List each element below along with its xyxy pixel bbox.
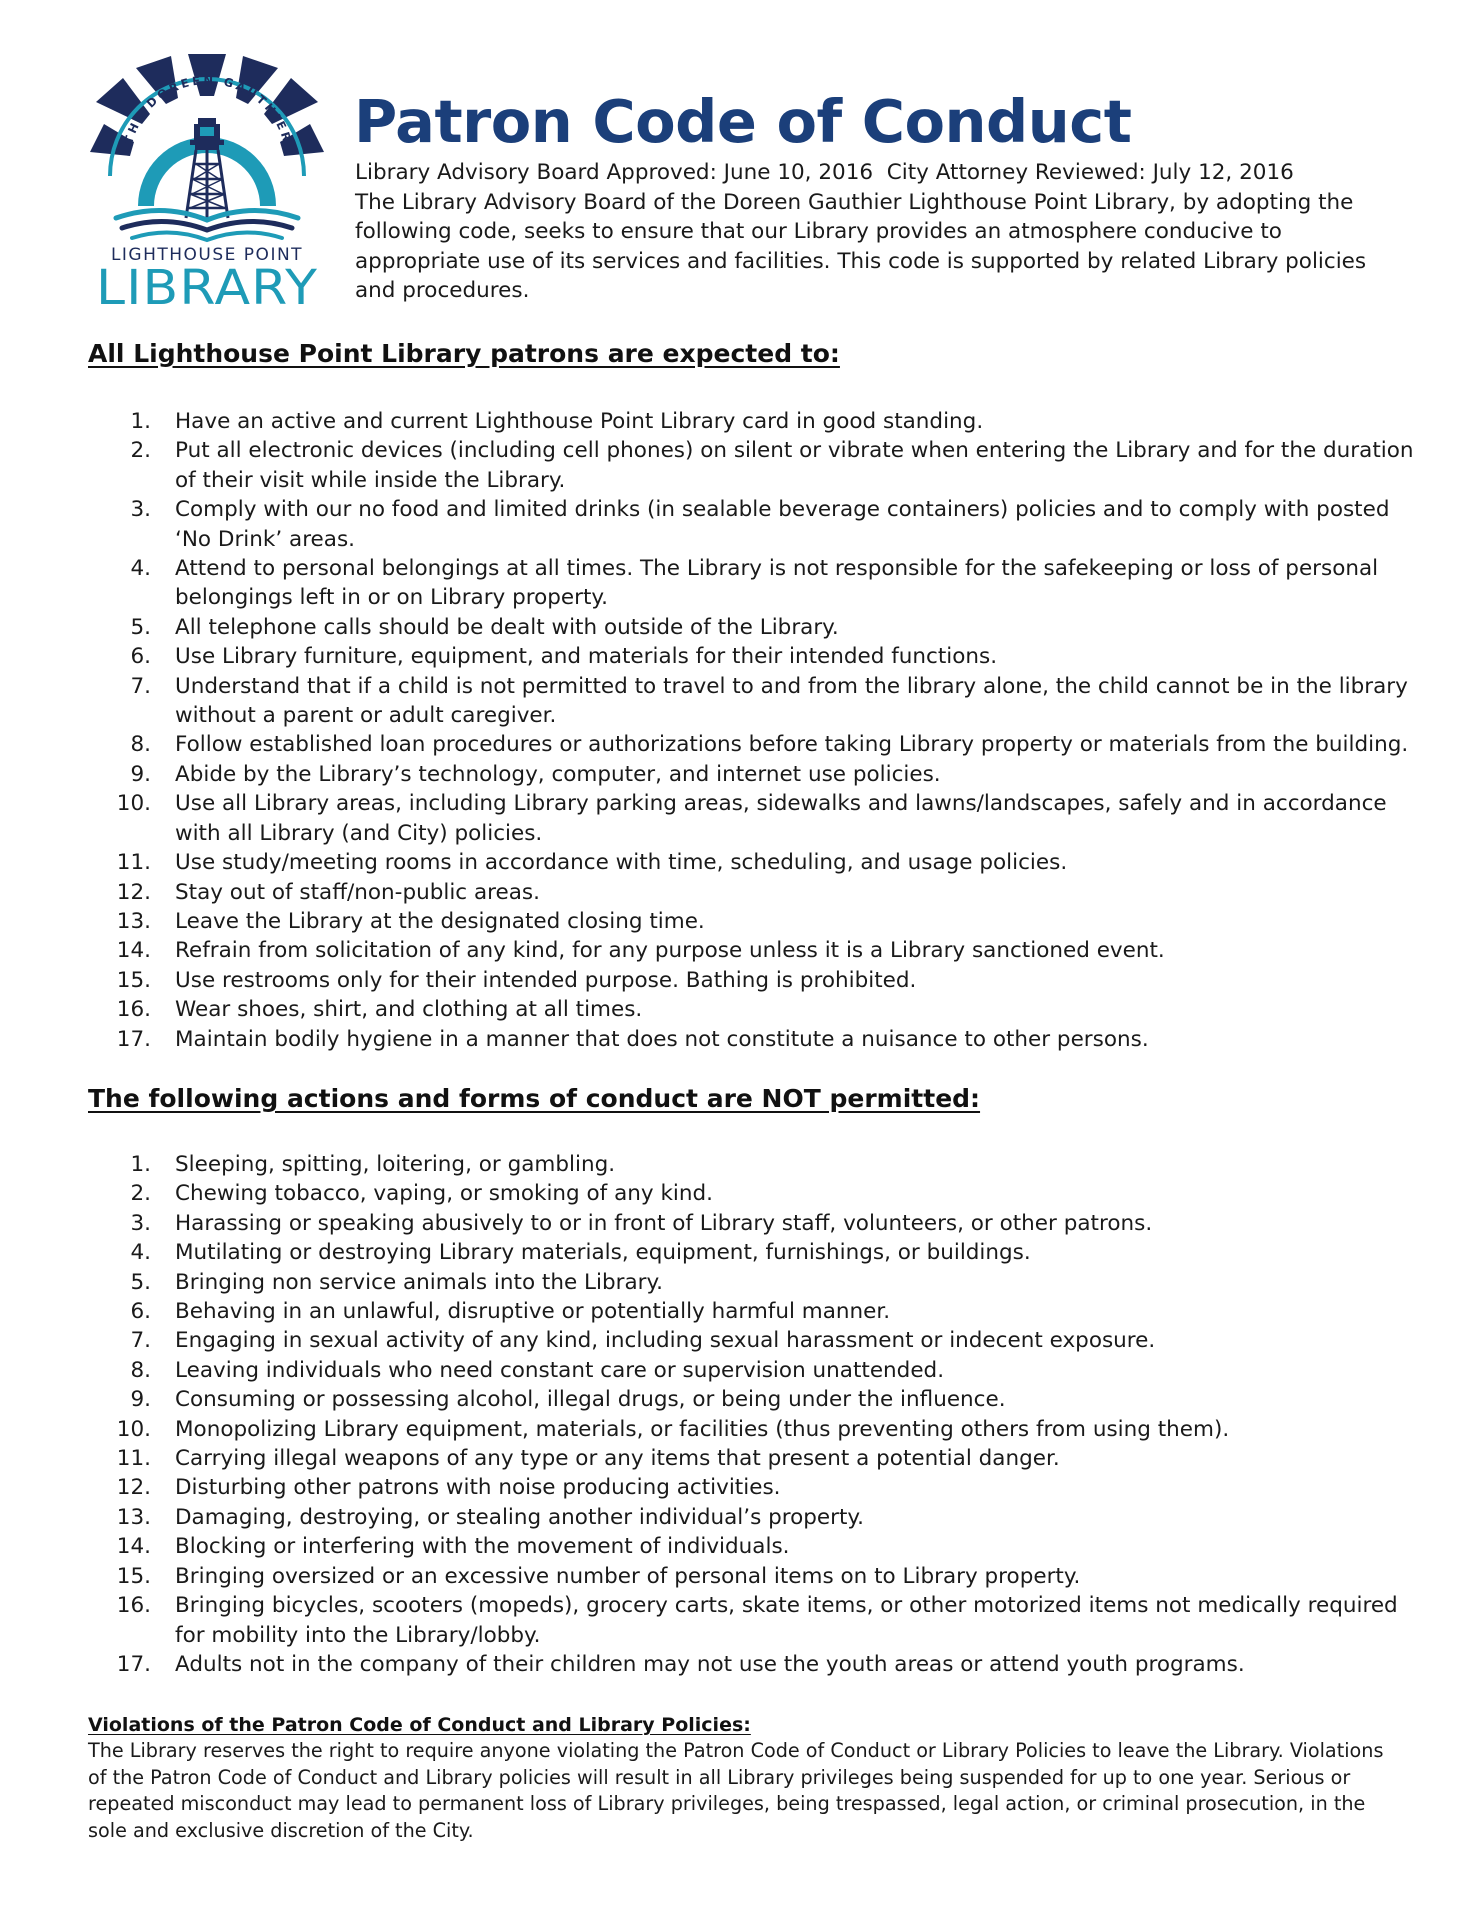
item-number: 5. [130,614,151,640]
list-item [0,1650,1420,1679]
item-number: 9. [130,761,151,787]
intro-block [355,158,1375,306]
list-item [0,1385,1420,1414]
list-item [0,936,1420,965]
item-number: 7. [130,1328,151,1354]
item-number: 10. [116,791,151,817]
item-text: Attend to personal belongings at all times. The Library is not responsible for the safekeeping or loss of personal belongings left in or on Library property. [175,556,1379,611]
list-item [0,760,1420,789]
item-text: Stay out of staff/non-public areas. [175,879,540,905]
item-number: 3. [130,497,151,523]
item-number: 6. [130,1299,151,1325]
item-text: Consuming or possessing alcohol, illegal drugs, or being under the influence. [175,1387,1006,1413]
expected-list [0,407,1420,1054]
list-item [0,966,1420,995]
list-item [0,789,1420,848]
violations-heading: Violations of the Patron Code of Conduct and Library Policies: [88,1714,751,1736]
item-text: Damaging, destroying, or stealing another individual’s property. [175,1504,864,1530]
list-item [0,1473,1420,1502]
page-title: Patron Code of Conduct [354,87,1132,156]
item-text: Put all electronic devices (including cell phones) on silent or vibrate when entering the Library and for the duration of their visit while inside the Library. [175,438,1414,493]
violations-paragraph: The Library reserves the right to require anyone violating the Patron Code of Conduct or Library Policies to leave the Library. Violations of the Patron Code of Conduct and Library policies will result in all Library privileges being suspended for up to one year. Serious or repeated misconduct may lead to permanent loss of Library privileges, being trespassed, legal action, or criminal prosecution, in the sole and exclusive discretion of the City. [88,1739,1384,1842]
list-item [0,1209,1420,1238]
item-text: Leave the Library at the designated closing time. [175,908,705,934]
item-number: 8. [130,1357,151,1383]
list-item [0,1179,1420,1208]
item-number: 7. [130,673,151,699]
item-text: Wear shoes, shirt, and clothing at all times. [175,997,643,1023]
list-item [0,848,1420,877]
list-item [0,730,1420,759]
item-text: Leaving individuals who need constant care or supervision unattended. [175,1357,945,1383]
item-text: Blocking or interfering with the movement of individuals. [175,1534,790,1560]
item-number: 17. [116,1651,151,1677]
list-item [0,495,1420,554]
item-text: Carrying illegal weapons of any type or any items that present a potential danger. [175,1446,1060,1472]
item-text: Disturbing other patrons with noise producing activities. [175,1475,781,1501]
item-text: Maintain bodily hygiene in a manner that does not constitute a nuisance to other persons. [175,1026,1149,1052]
item-text: All telephone calls should be dealt with outside of the Library. [175,614,839,640]
not-permitted-list [0,1150,1420,1679]
not-permitted-heading: The following actions and forms of conduct are NOT permitted: [88,1084,981,1113]
item-number: 2. [130,1181,151,1207]
item-text: Engaging in sexual activity of any kind, including sexual harassment or indecent exposure. [175,1328,1156,1354]
list-item [0,1326,1420,1355]
item-text: Chewing tobacco, vaping, or smoking of any kind. [175,1181,713,1207]
item-number: 6. [130,644,151,670]
svg-text:LIBRARY: LIBRARY [96,260,318,314]
svg-text:THE DOREEN GAUTHIER: THE DOREEN GAUTHIER [121,72,295,146]
list-item [0,1025,1420,1054]
item-number: 5. [130,1269,151,1295]
list-item [0,1150,1420,1179]
item-text: Refrain from solicitation of any kind, for any purpose unless it is a Library sanctioned event. [175,938,1165,964]
expected-heading: All Lighthouse Point Library patrons are expected to: [88,339,840,368]
item-text: Harassing or speaking abusively to or in front of Library staff, volunteers, or other patrons. [175,1210,1153,1236]
item-number: 3. [130,1210,151,1236]
item-text: Bringing oversized or an excessive number of personal items on to Library property. [175,1563,1081,1589]
item-text: Understand that if a child is not permitted to travel to and from the library alone, the child cannot be in the library without a parent or adult caregiver. [175,673,1408,729]
item-number: 14. [116,938,151,964]
item-number: 4. [130,1240,151,1266]
list-item [0,642,1420,671]
list-item [0,554,1420,613]
item-text: Bringing non service animals into the Library. [175,1269,663,1295]
item-text: Use all Library areas, including Library parking areas, sidewalks and lawns/landscapes, safely and in accordance with all Library (and City) policies. [175,791,1387,846]
item-text: Mutilating or destroying Library materials, equipment, furnishings, or buildings. [175,1240,1031,1266]
item-text: Abide by the Library’s technology, computer, and internet use policies. [175,761,941,787]
item-number: 12. [116,879,151,905]
list-item [0,672,1420,731]
list-item [0,436,1420,495]
item-number: 8. [130,732,151,758]
item-number: 1. [130,1152,151,1177]
list-item [0,1297,1420,1326]
list-item [0,1356,1420,1385]
list-item [0,1268,1420,1297]
item-number: 15. [116,967,151,993]
item-number: 10. [116,1416,151,1442]
list-item [0,1532,1420,1561]
item-text: Use restrooms only for their intended purpose. Bathing is prohibited. [175,967,917,993]
item-text: Behaving in an unlawful, disruptive or potentially harmful manner. [175,1299,891,1325]
item-number: 15. [116,1563,151,1589]
item-number: 4. [130,556,151,582]
item-text: Bringing bicycles, scooters (mopeds), grocery carts, skate items, or other motorized items not medically required for mobility into the Library/lobby. [175,1593,1398,1648]
item-number: 9. [130,1387,151,1413]
item-text: Monopolizing Library equipment, materials, or facilities (thus preventing others from using them). [175,1416,1230,1442]
item-number: 11. [116,850,151,876]
item-text: Use study/meeting rooms in accordance with time, scheduling, and usage policies. [175,850,1068,876]
library-logo [88,52,326,314]
list-item [0,907,1420,936]
item-text: Use Library furniture, equipment, and materials for their intended functions. [175,644,998,670]
item-text: Sleeping, spitting, loitering, or gambling. [175,1152,616,1177]
approval-line: Library Advisory Board Approved: June 10, 2016 City Attorney Reviewed: July 12, 2016 [355,160,1294,185]
list-item [0,1415,1420,1444]
item-number: 2. [130,438,151,464]
item-number: 17. [116,1026,151,1052]
item-number: 13. [116,1504,151,1530]
list-item [0,407,1420,436]
list-item [0,878,1420,907]
item-number: 13. [116,908,151,934]
svg-text:LIGHTHOUSE POINT: LIGHTHOUSE POINT [110,245,304,265]
item-number: 14. [116,1534,151,1560]
item-number: 11. [116,1446,151,1472]
list-item [0,1444,1420,1473]
item-number: 16. [116,1593,151,1619]
list-item [0,613,1420,642]
item-number: 16. [116,997,151,1023]
item-text: Adults not in the company of their children may not use the youth areas or attend youth programs. [175,1651,1245,1677]
item-number: 1. [130,409,151,434]
list-item [0,1503,1420,1532]
item-text: Comply with our no food and limited drinks (in sealable beverage containers) policies and to comply with posted ‘No Drink’ areas. [175,497,1390,552]
item-number: 12. [116,1475,151,1501]
item-text: Have an active and current Lighthouse Point Library card in good standing. [175,409,984,434]
list-item [0,995,1420,1024]
list-item [0,1238,1420,1267]
list-item [0,1591,1420,1650]
intro-paragraph: The Library Advisory Board of the Doreen Gauthier Lighthouse Point Library, by adopting the following code, seeks to ensure that our Library provides an atmosphere conducive to appropriate use of its services and facilities. This code is supported by related Library policies and procedures. [355,189,1367,303]
item-text: Follow established loan procedures or authorizations before taking Library property or materials from the building. [175,732,1409,758]
list-item [0,1562,1420,1591]
